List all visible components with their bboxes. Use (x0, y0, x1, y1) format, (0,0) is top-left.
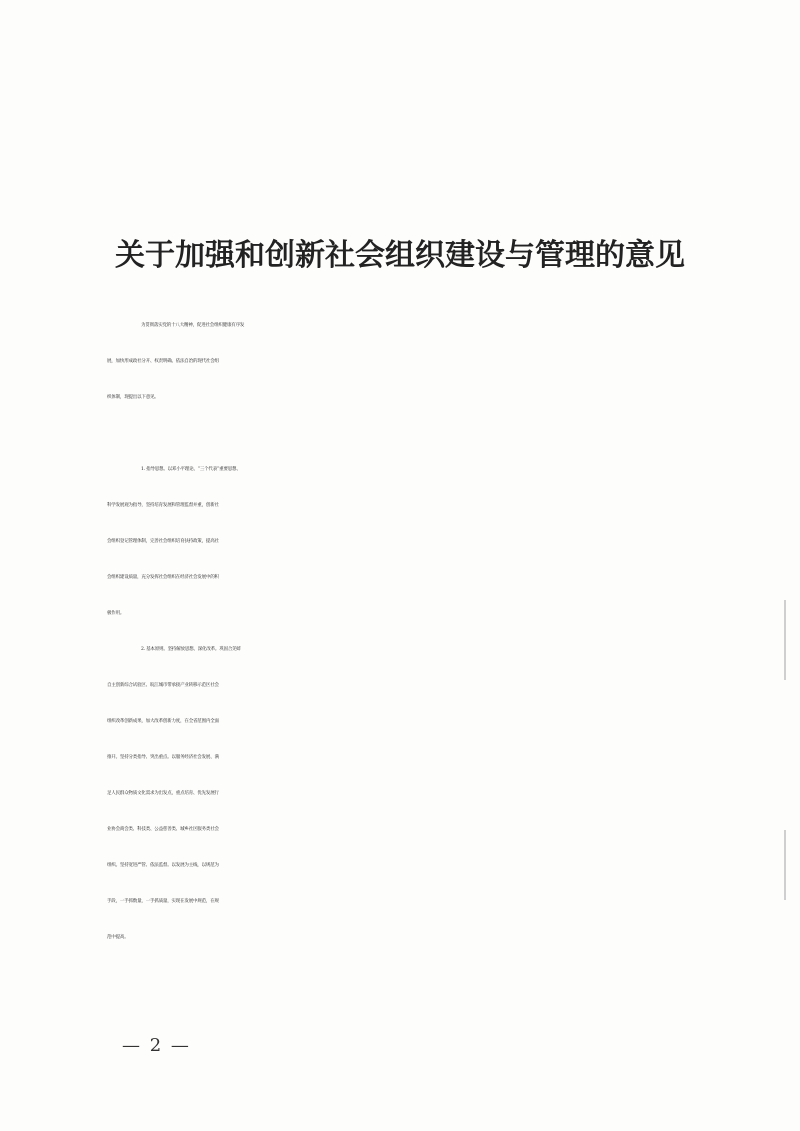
paragraph-line: 推开。坚持分类指导、突出重点。以服务经济社会发展、满 (107, 755, 219, 760)
paragraph-line: 手段，一手抓数量，一手抓质量，实现在发展中规范，在规 (107, 899, 219, 904)
scan-artifact (784, 830, 786, 900)
paragraph-line: 织体制，现提出以下意见。 (107, 395, 159, 400)
paragraph-line: 极作用。 (107, 611, 125, 616)
scan-artifact (784, 600, 786, 680)
document-title: 关于加强和创新社会组织建设与管理的意见 (115, 238, 685, 273)
paragraph-line: 业协会商会类、科技类、公益慈善类、城乡社区服务类社会 (107, 827, 219, 832)
page-number: — 2 — (122, 1035, 191, 1056)
paragraph-line: 1. 指导思想。以邓小平理论、“三个代表”重要思想、 (141, 467, 241, 472)
paragraph-line: 展，加快形成政社分开、权责明确、依法自治的现代社会组 (107, 359, 219, 364)
paragraph-line: 组织改革创新成果，加大改革创新力度，在全省范围内全面 (107, 719, 219, 724)
paragraph-line: 自主创新综合试验区、皖江城市带承接产业转移示范区社会 (107, 683, 219, 688)
paragraph-line: 会组织建设质量，充分发挥社会组织在经济社会发展中的积 (107, 575, 219, 580)
paragraph-line: 范中提高。 (107, 935, 129, 940)
paragraph-line: 会组织登记管理体制，完善社会组织培育扶持政策，提高社 (107, 539, 219, 544)
paragraph-line: 组织。坚持宽进严管、依法监督。以发展为主线，以规范为 (107, 863, 219, 868)
paragraph-line: 为贯彻落实党的十八大精神，促进社会组织健康有序发 (141, 323, 245, 328)
paragraph-line: 足人民群众物质文化需求为出发点，重点培育、优先发展行 (107, 791, 219, 796)
paragraph-line: 科学发展观为指导，坚持培育发展和管理监督并重，创新社 (107, 503, 219, 508)
paragraph-line: 2. 基本原则。坚持解放思想、深化改革。巩固合芜蚌 (141, 647, 241, 652)
section-heading (141, 419, 731, 453)
